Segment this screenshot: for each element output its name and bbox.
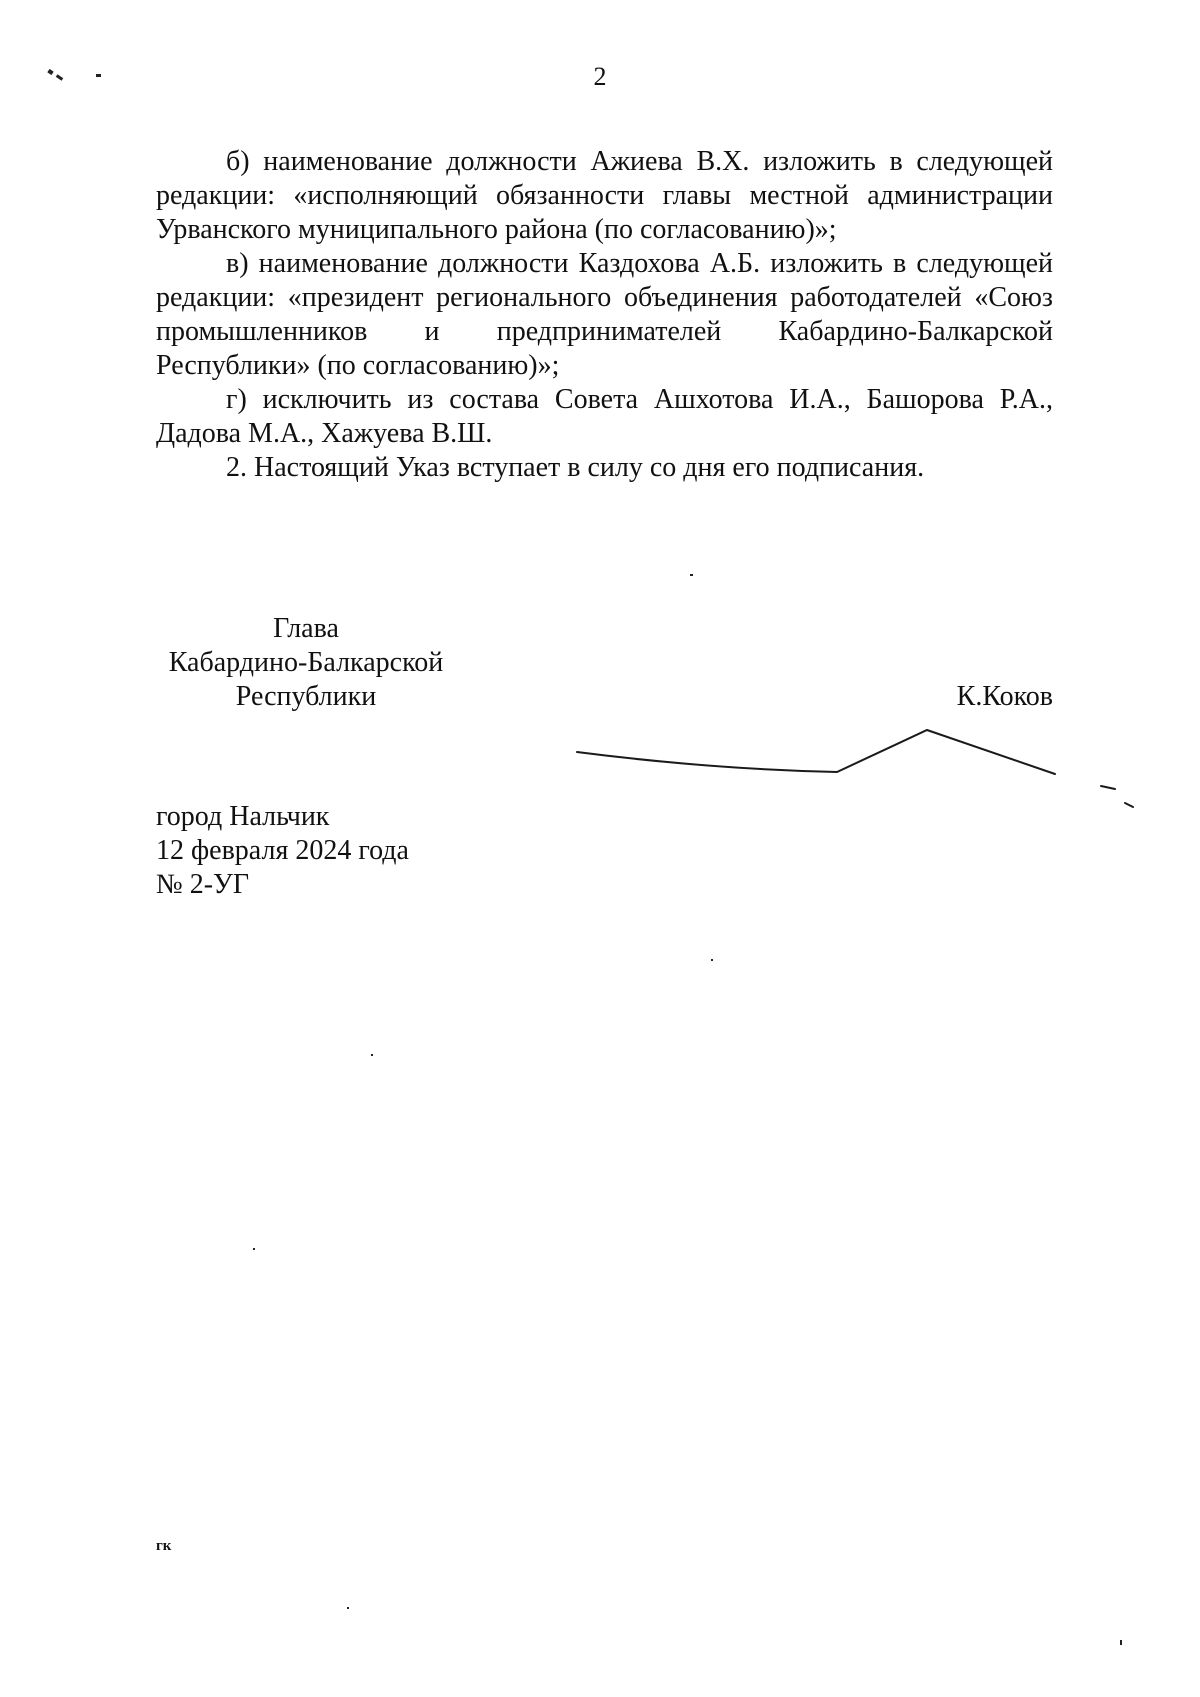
decree-date: 12 февраля 2024 года — [156, 835, 409, 866]
paragraph-2: 2. Настоящий Указ вступает в силу со дня его подписания. — [226, 452, 925, 483]
scan-speck — [371, 1054, 373, 1056]
paragraph-g: г) исключить из состава Совета Ашхотова И.А., Башорова Р.А., Дадова М.А., Хажуева В.Ш. — [156, 384, 1053, 449]
signatory-title — [156, 612, 456, 714]
decree-number: № 2-УГ — [156, 869, 250, 900]
signatory-title-line: Кабардино-Балкарской — [168, 647, 444, 678]
handwritten-signature — [575, 728, 1135, 838]
city: город Нальчик — [156, 801, 330, 832]
scan-speck — [711, 959, 713, 961]
executor-initials: гк — [156, 1538, 172, 1554]
paragraph-b: б) наименование должности Ажиева В.Х. изложить в следующей редакции: «исполняющий обязанности главы местной администрации Урванского муниципального района (по согласованию)»; — [156, 146, 1053, 245]
signatory-title-line: Глава — [273, 613, 339, 644]
scan-speck — [690, 574, 693, 576]
place-date-block — [156, 800, 409, 902]
scan-speck — [253, 1248, 255, 1250]
document-body — [156, 145, 1053, 485]
paragraph-v: в) наименование должности Каздохова А.Б. изложить в следующей редакции: «президент регионального объединения работодателей «Союз промышленников и предпринимателей Кабардино-Балкарской Республики» (по согласованию)»; — [156, 248, 1053, 381]
page-number: 2 — [593, 62, 607, 91]
signatory-name: К.Коков — [956, 681, 1053, 712]
scan-speck — [96, 74, 101, 77]
scan-speck — [347, 1607, 349, 1609]
scan-speck — [1120, 1640, 1122, 1645]
signatory-title-line: Республики — [235, 681, 377, 712]
